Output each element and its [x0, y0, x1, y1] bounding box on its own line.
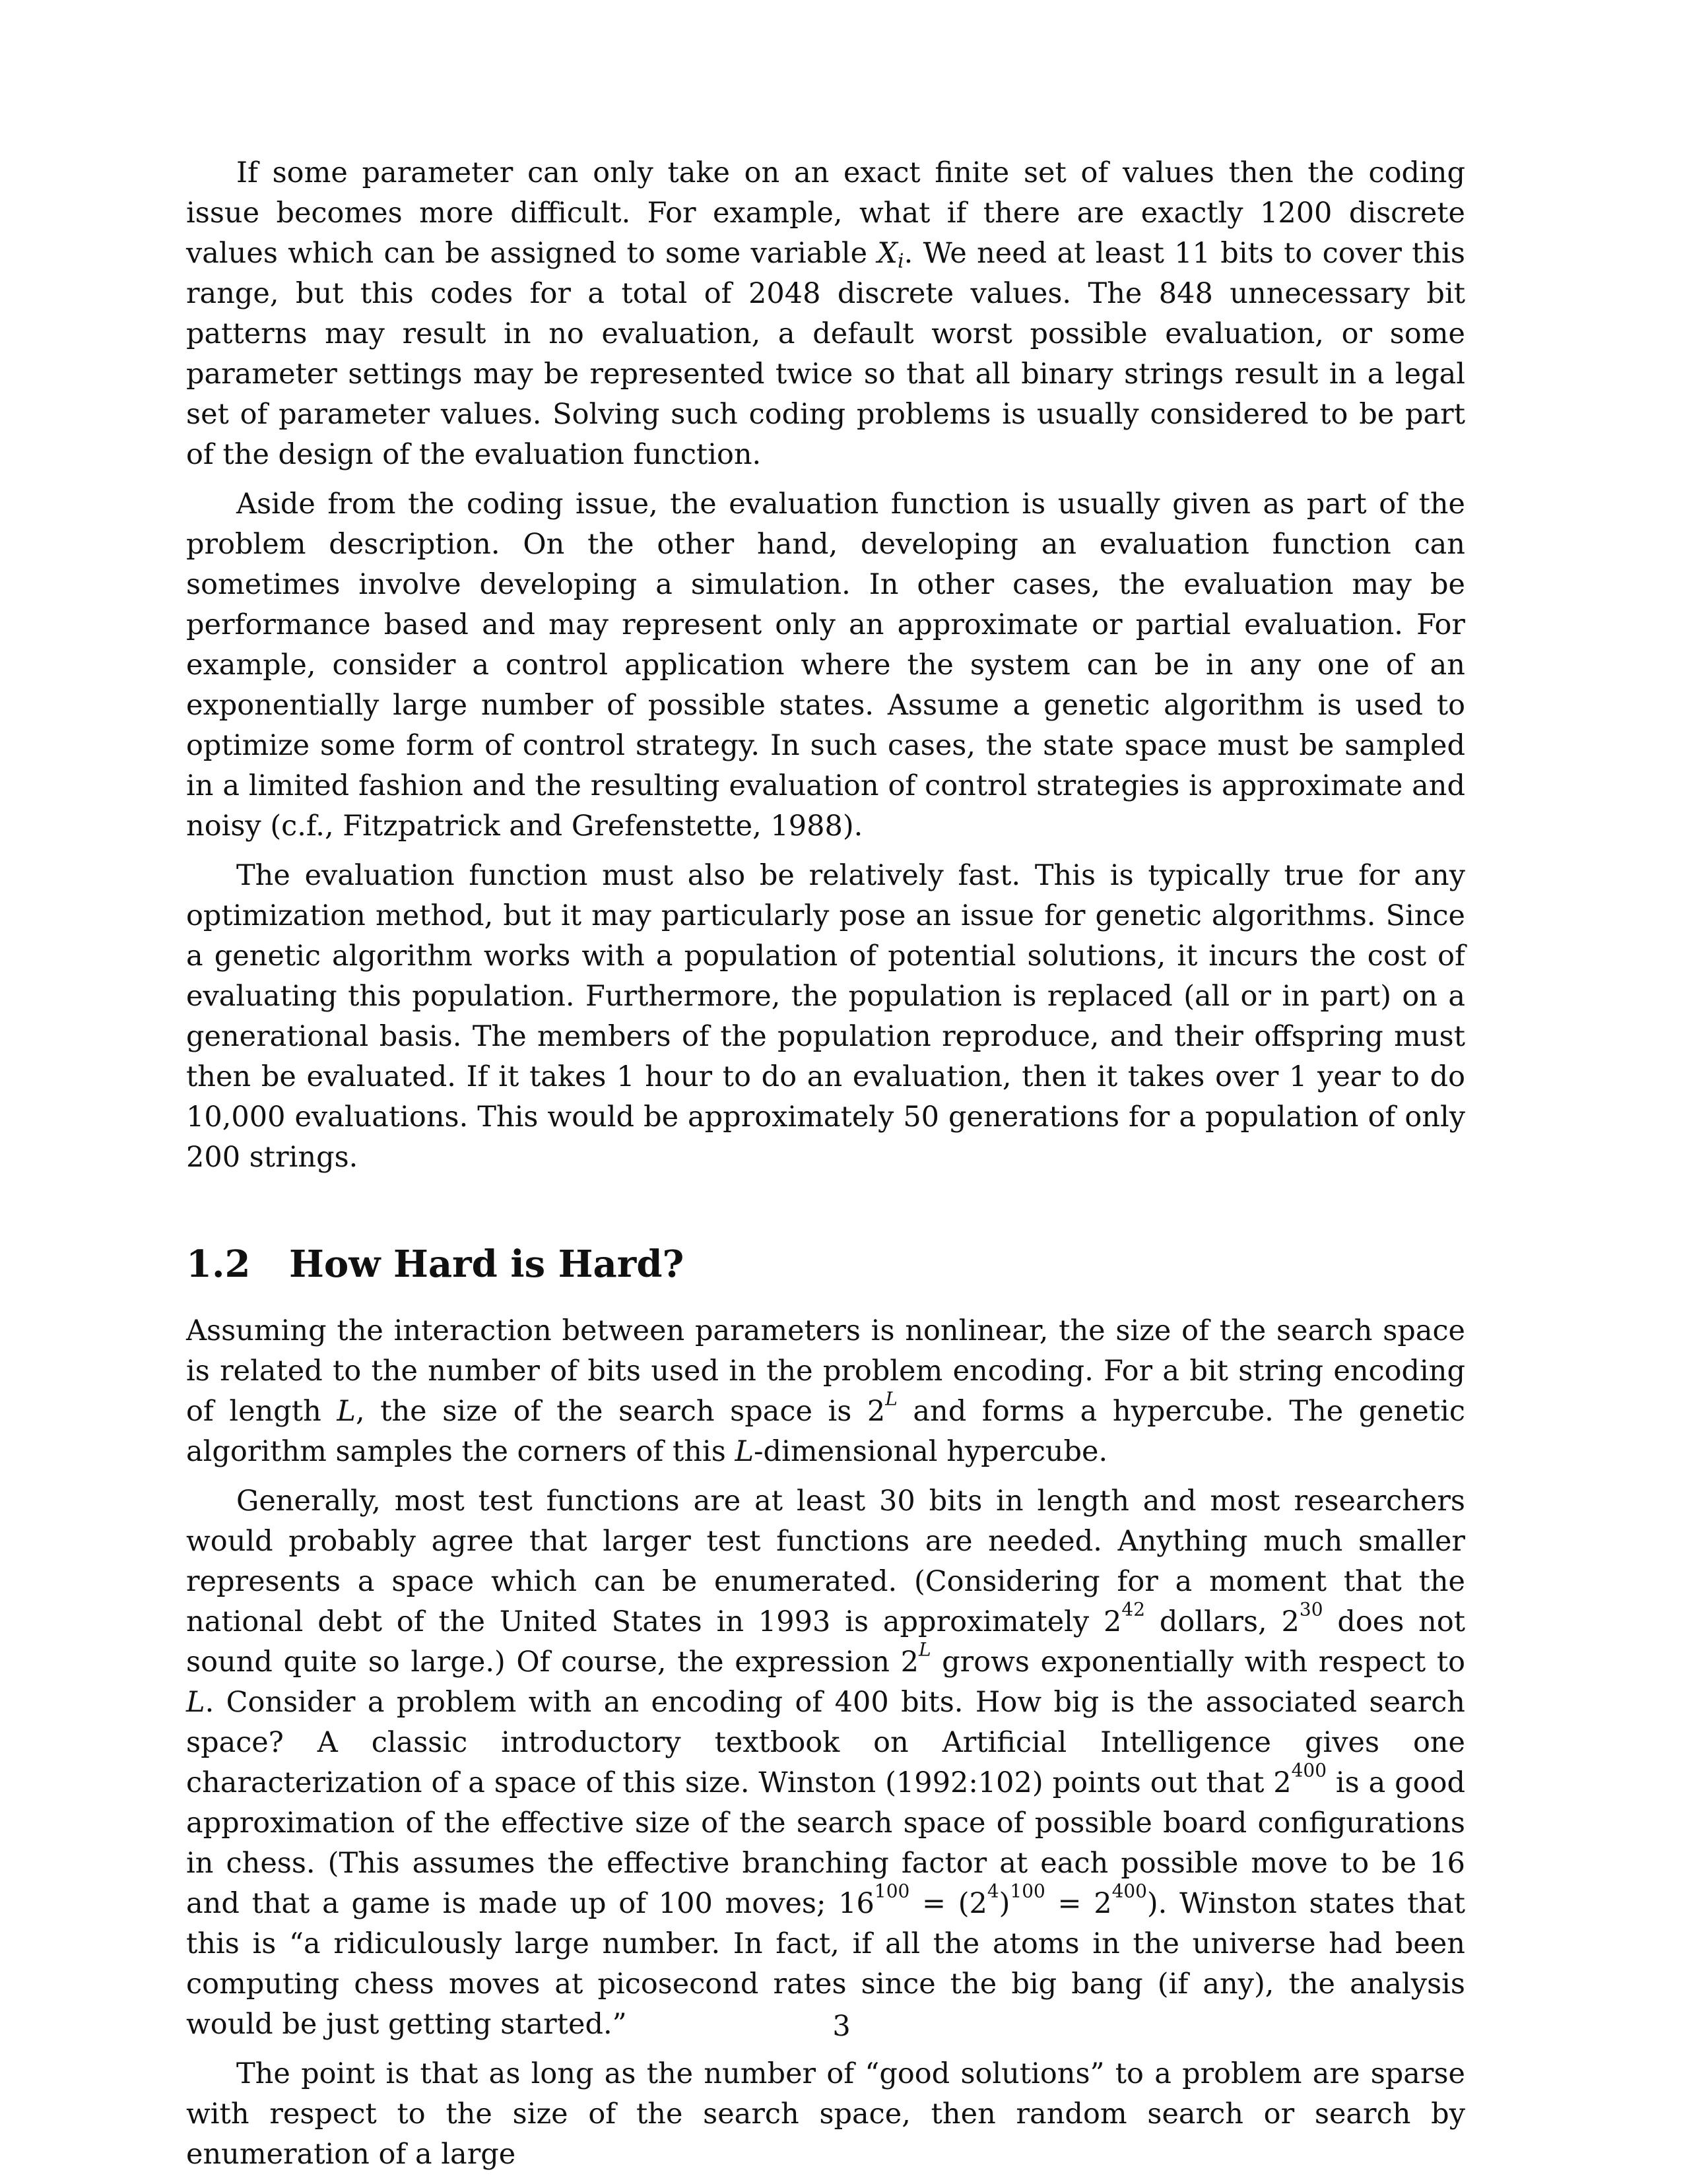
section-heading: [186, 1241, 1465, 1287]
section-title: How Hard is Hard?: [289, 1242, 684, 1286]
variable-subscript: i: [898, 249, 904, 273]
page-number: 3: [832, 2010, 851, 2043]
section-number: 1.2: [186, 1242, 251, 1286]
page-body: [186, 153, 1465, 2184]
paragraph-good-solutions: The point is that as long as the number of “good solutions” to a problem are sparse with respect to the size of the search space, then random search or search by enumeration of a large: [186, 2057, 1465, 2171]
paragraph-evaluation-speed: The evaluation function must also be relatively fast. This is typically true for any optimization method, but it may particularly pose an issue for genetic algorithms. Since a genetic algorithm works with a population of potential solutions, it incurs the cost of evaluating this population. Furthermore, the population is replaced (all or in part) on a generational basis. The members of the population reproduce, and their offspring must then be evaluated. If it takes 1 hour to do an evaluation, then it takes over 1 year to do 10,000 evaluations. This would be approximately 50 generations for a population of only 200 strings.: [186, 859, 1465, 1174]
paragraph-evaluation-function: Aside from the coding issue, the evaluation function is usually given as part of the problem description. On the other hand, developing an evaluation function can sometimes involve developing a simulation. In other cases, the evaluation may be performance based and may represent only an approximate or partial evaluation. For example, consider a control application where the system can be in any one of an exponentially large number of possible states. Assume a genetic algorithm is used to optimize some form of control strategy. In such cases, the state space must be sampled in a limited fashion and the resulting evaluation of control strategies is approximate and noisy (c.f., Fitzpatrick and Grefenstette, 1988).: [186, 488, 1465, 843]
paragraph-search-space: Assuming the interaction between parameters is nonlinear, the size of the search space is related to the number of bits used in the problem encoding. For a bit string encoding of length L, the size of the search space is $2^L$ and forms a hypercube. The genetic algorithm samples the corners of this L-dimensional hypercube.: [186, 1314, 1465, 1468]
paragraph-coding-issue: If some parameter can only take on an exact finite set of values then the coding issue becomes more difficult. For example, what if there are exactly 1200 discrete values which can be assigned to some variable $X_i$. We need at least 11 bits to cover this range, but this codes for a total of 2048 discrete values. The 848 unnecessary bit patterns may result in no evaluation, a default worst possible evaluation, or some parameter settings may be represented twice so that all binary strings result in a legal set of parameter values. Solving such coding problems is usually considered to be part of the design of the evaluation function.: [186, 156, 1465, 471]
paragraph-test-functions: Generally, most test functions are at least 30 bits in length and most researchers would probably agree that larger test functions are needed. Anything much smaller represents a space which can be enumerated. (Considering for a moment that the national debt of the United States in 1993 is approximately $2^{42}$ dollars, $2^{30}$ does not sound quite so large.) Of course, the expression $2^L$ grows exponentially with respect to L. Consider a problem with an encoding of 400 bits. How big is the associated search space? A classic introductory textbook on Artificial Intelligence gives one characterization of a space of this size. Winston (1992:102) points out that $2^{400}$ is a good approximation of the effective size of the search space of possible board configurations in chess. (This assumes the effective branching factor at each possible move to be 16 and that a game is made up of 100 moves; $16^{100} = (2^4)^{100} = 2^{400}$). Winston states that this is “a ridiculously large number. In fact, if all the atoms in the universe had been computing chess moves at picosecond rates since the big bang (if any), the analysis would be just getting started.”: [186, 1485, 1466, 2041]
variable-x: X: [877, 237, 898, 270]
